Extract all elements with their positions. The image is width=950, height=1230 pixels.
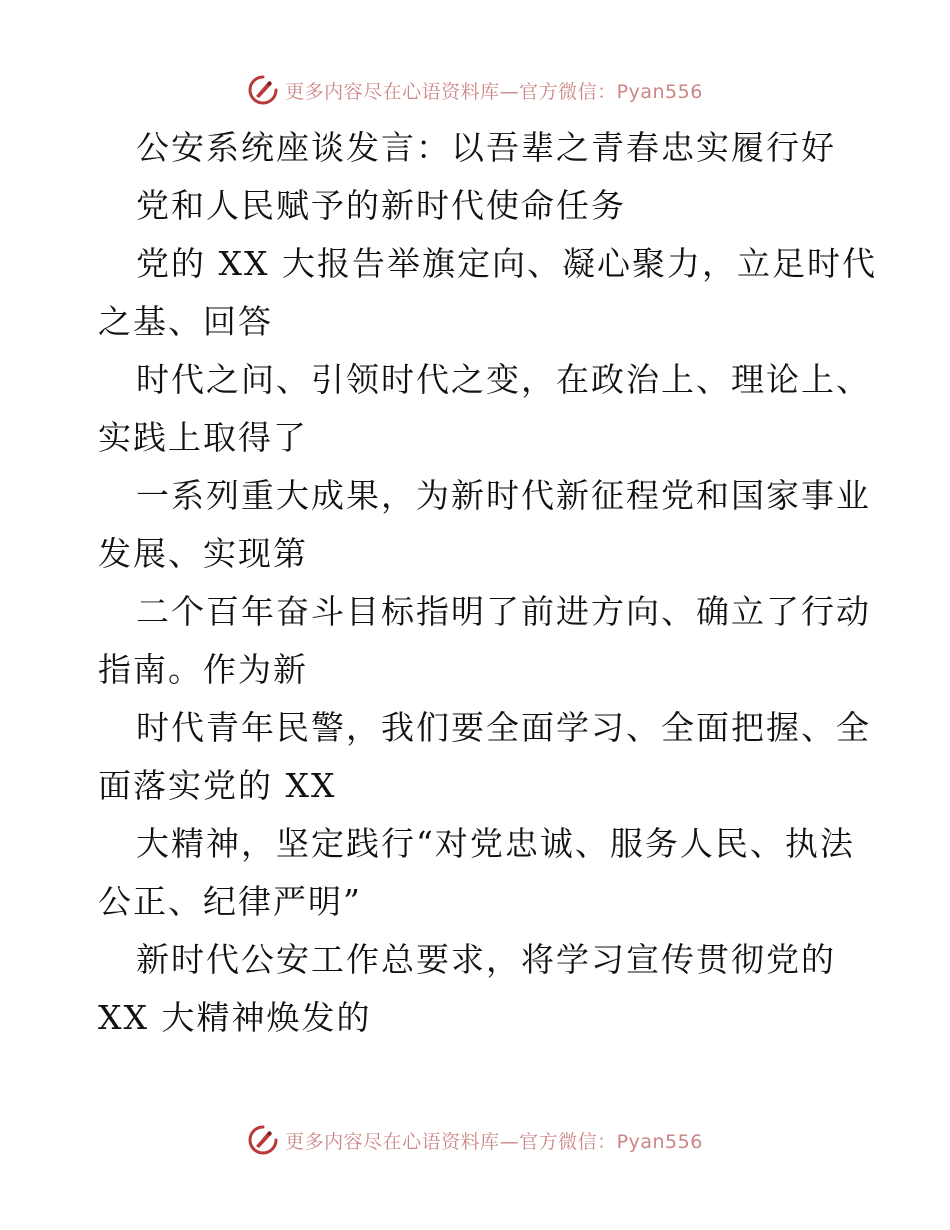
paragraph-line: 大精神，坚定践行“对党忠诚、服务人民、执法	[136, 824, 855, 863]
paragraph-line: 党的 XX 大报告举旗定向、凝心聚力，立足时代	[136, 244, 877, 283]
paragraph-line: 时代青年民警，我们要全面学习、全面把握、全	[136, 708, 871, 747]
paragraph-line: 二个百年奋斗目标指明了前进方向、确立了行动	[136, 592, 871, 631]
paragraph-line: 党和人民赋予的新时代使命任务	[136, 186, 626, 225]
paragraph-line: 实践上取得了	[98, 418, 308, 457]
paragraph-line: 时代之问、引领时代之变，在政治上、理论上、	[136, 360, 871, 399]
paragraph-line: XX 大精神焕发的	[98, 998, 372, 1037]
document-body	[98, 119, 877, 1047]
paragraph-line: 一系列重大成果，为新时代新征程党和国家事业	[136, 476, 871, 515]
paragraph-line: 指南。作为新	[98, 650, 308, 689]
paragraph-line: 之基、回答	[98, 302, 273, 341]
watermark-header	[0, 70, 950, 110]
watermark-text: 更多内容尽在心语资料库—官方微信：Pyan556	[285, 1130, 703, 1153]
watermark-footer	[0, 1120, 950, 1160]
brush-circle-logo-icon	[247, 74, 279, 106]
paragraph-line: 发展、实现第	[98, 534, 308, 573]
paragraph-line: 公正、纪律严明”	[98, 882, 362, 921]
paragraph-line: 面落实党的 XX	[98, 766, 337, 805]
paragraph-line: 公安系统座谈发言：以吾辈之青春忠实履行好	[136, 128, 836, 167]
watermark-text: 更多内容尽在心语资料库—官方微信：Pyan556	[285, 80, 703, 103]
brush-circle-logo-icon	[247, 1124, 279, 1156]
paragraph-line: 新时代公安工作总要求，将学习宣传贯彻党的	[136, 940, 836, 979]
